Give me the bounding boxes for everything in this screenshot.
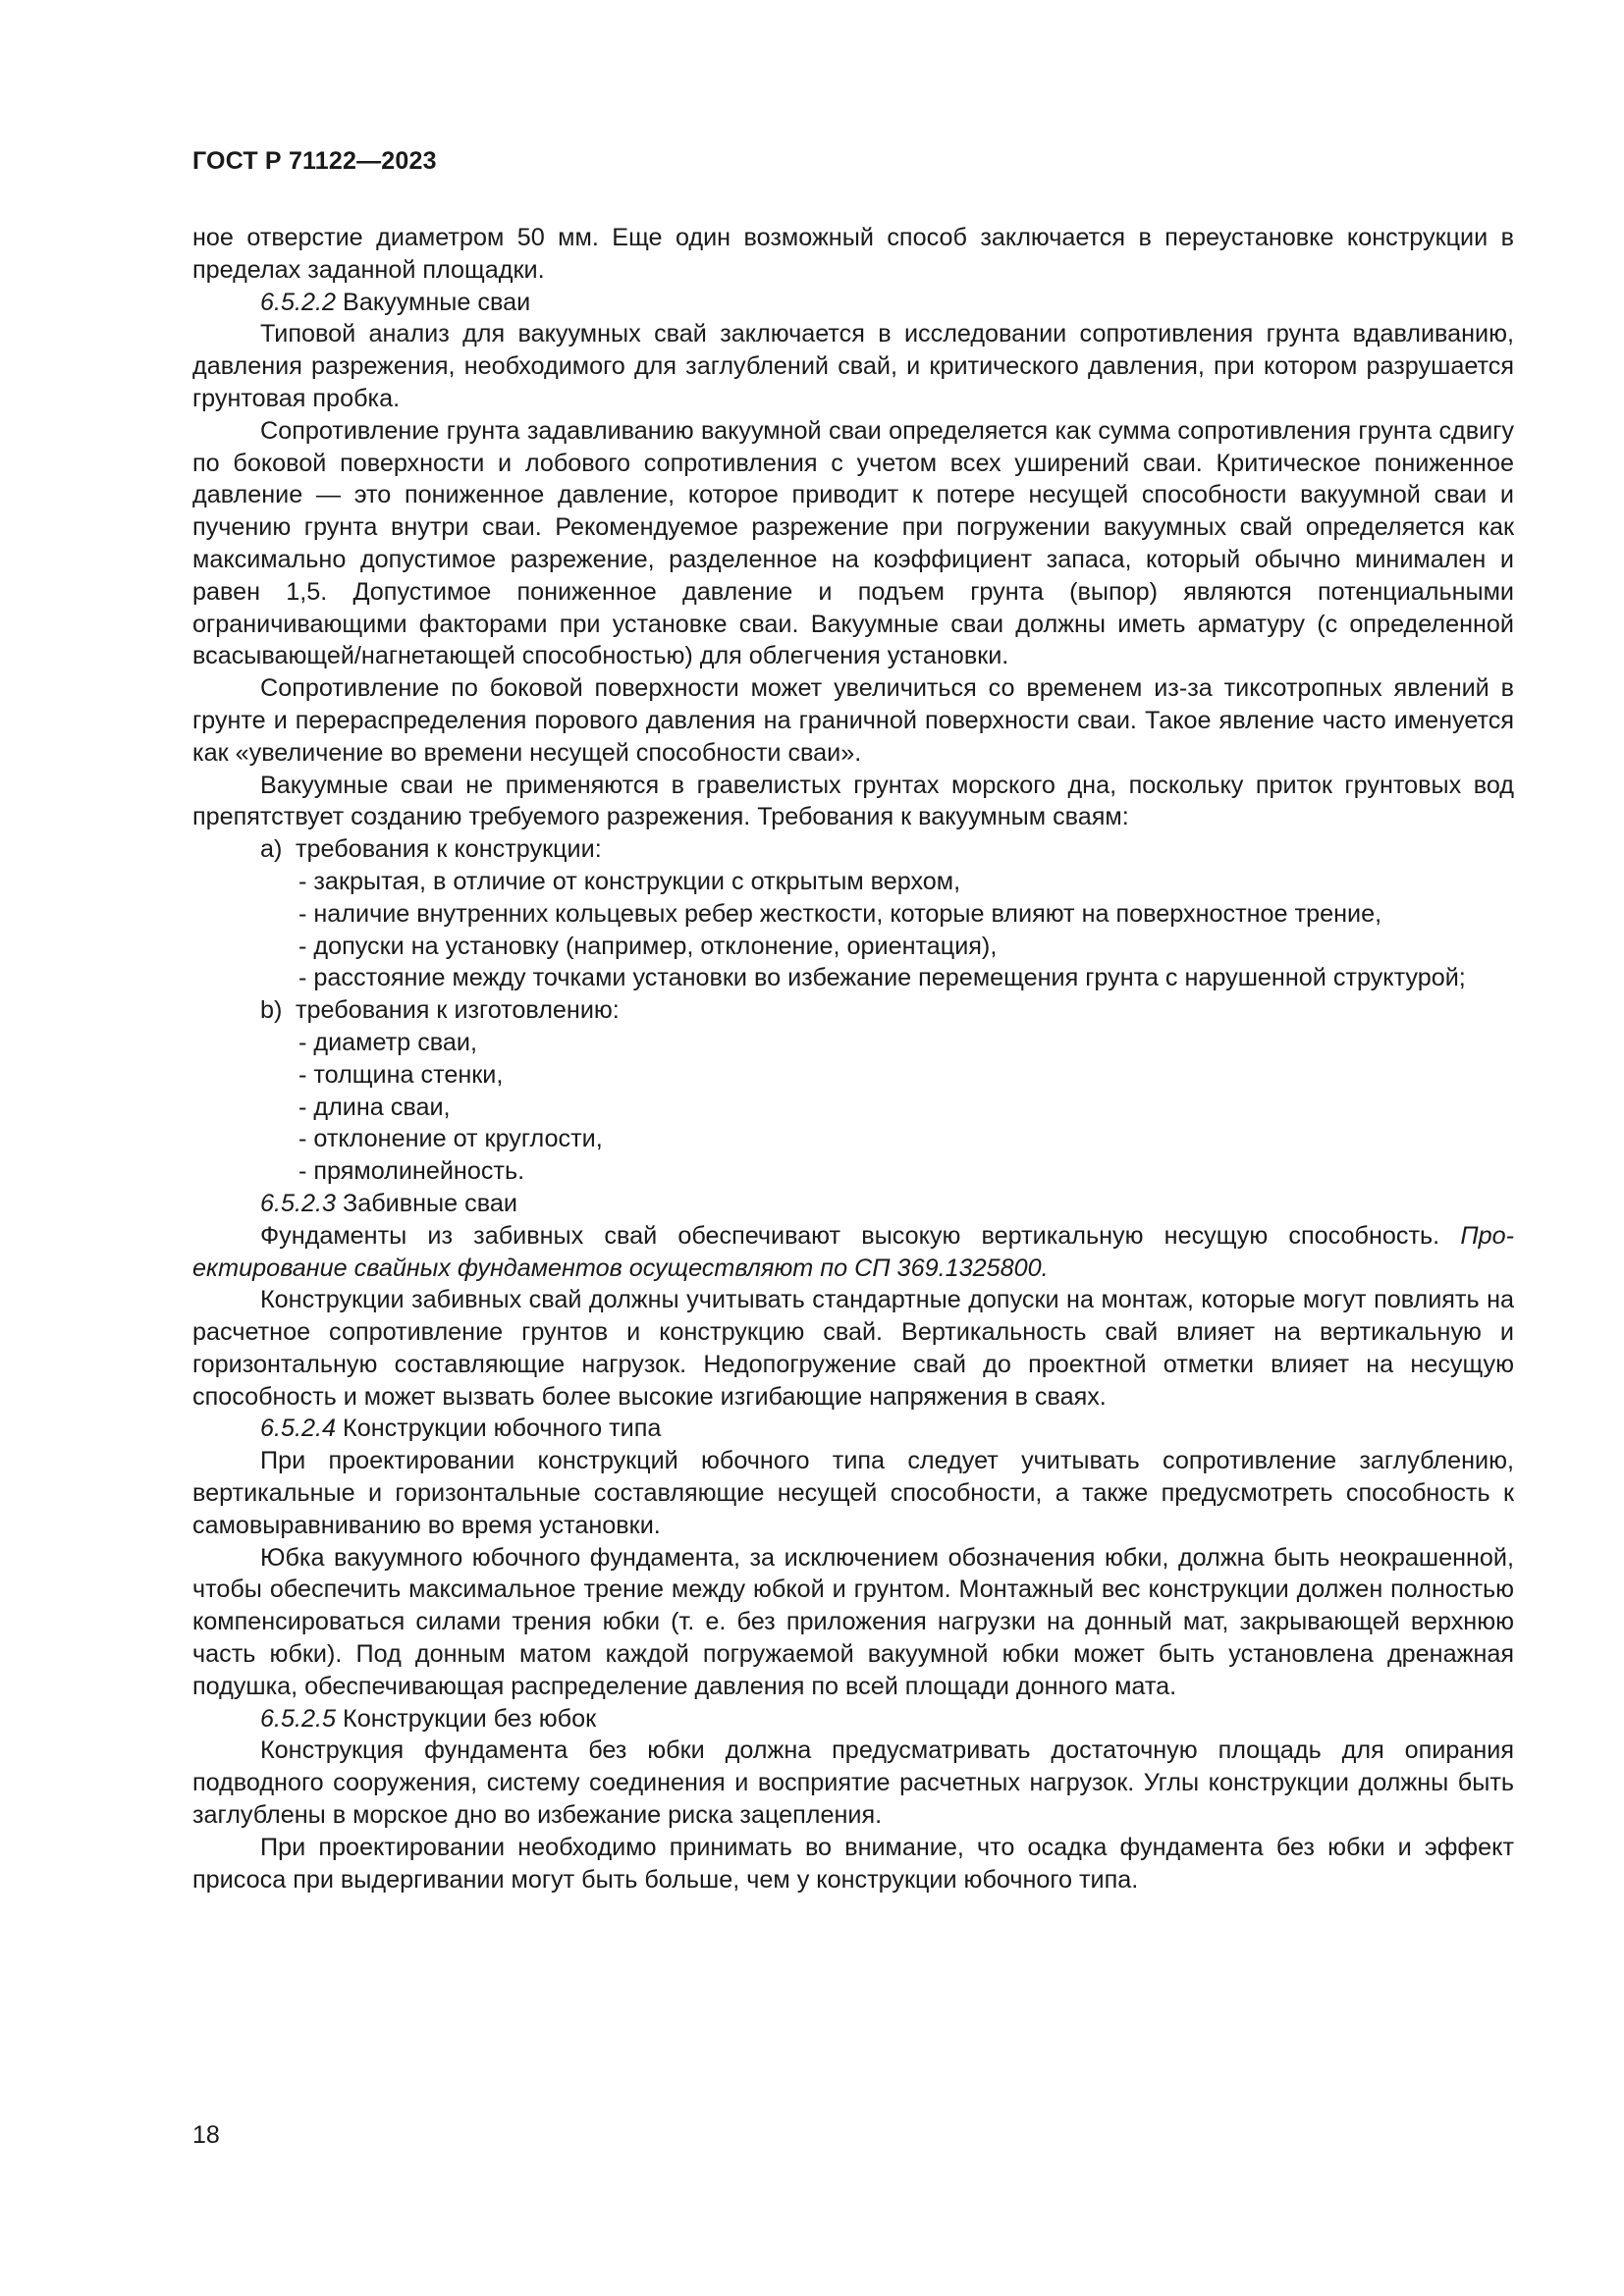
list-item-b [192,994,1514,1027]
dash-item: - допуски на установку (например, отклонение, ориентация), [298,932,998,960]
paragraph-text: Фундаменты из забивных свай обеспечивают высокую вертикальную несущую способность. [260,1221,1461,1250]
section-title: Вакуумные сваи [343,288,531,316]
dash-item: - закрытая, в отличие от конструкции с открытым верхом, [298,867,961,895]
dash-item: - диаметр сваи, [298,1028,477,1056]
paragraph: Сопротивление по боковой поверхности может увеличиться со временем из-за тиксотропных явлений в грунте и перераспределения порового давления на граничной поверхности сваи. Такое явление часто именуется как «увеличение во времени несущей способности сваи». [192,674,1514,767]
paragraph: Конструкция фундамента без юбки должна предусматривать достаточную площадь для опирания подводного сооружения, систему соединения и восприятие расчетных нагрузок. Углы конструкции должны быть заглублены в морское дно во избежание риска зацепления. [192,1736,1514,1830]
document-header: ГОСТ Р 71122—2023 [192,147,437,175]
section-title: Забивные сваи [343,1189,517,1217]
section-number: 6.5.2.3 [260,1189,337,1217]
section-title: Конструкции юбочного типа [343,1415,662,1443]
paragraph: Юбка вакуумного юбочного фундамента, за исключением обозначения юбки, должна быть неокрашенной, чтобы обеспечить максимальное трение между юбкой и грунтом. Монтажный вес конструкции должен полностью компенсироваться силами трения юбки (т. е. без приложения нагрузки на донный мат, закрывающей верхнюю часть юбки). Под донным матом каждой погружаемой вакуумной юбки может быть установлена дренажная подушка, обеспечивающая распределение давления по всей площади донного мата. [192,1543,1514,1700]
paragraph: При проектировании необходимо принимать во внимание, что осадка фундамента без юбки и эффект присоса при выдергивании могут быть больше, чем у конструкции юбочного типа. [192,1833,1514,1894]
section-heading-6-5-2-4 [192,1413,1514,1445]
list-marker: а) [260,835,283,864]
section-number: 6.5.2.5 [260,1704,337,1733]
paragraph: Вакуумные сваи не применяются в гравелистых грунтах морского дна, поскольку приток грунтовых вод препятствует созданию требуемого разрежения. Требования к вакуумным сваям: [192,771,1514,831]
paragraph: При проектировании конструкций юбочного типа следует учитывать сопротивление заглублению, вертикальные и горизонтальные составляющие несущей способности, а также предусмотреть способность к самовыравниванию во время установки. [192,1447,1514,1539]
list-item-text: требования к конструкции: [296,835,602,864]
section-heading-6-5-2-5 [192,1703,1514,1735]
dash-item: - расстояние между точками установки во избежание перемещения грунта с нарушенной структурой; [298,964,1466,992]
dash-item: - прямолинейность. [298,1157,525,1186]
dash-item: - длина сваи, [298,1093,451,1121]
section-heading-6-5-2-2 [192,287,1514,319]
section-title: Конструкции без юбок [343,1704,597,1733]
section-number: 6.5.2.2 [260,288,337,316]
dash-item: - отклонение от круглости, [298,1125,603,1153]
paragraph: Типовой анализ для вакуумных свай заключается в исследовании сопротивления грунта вдавливанию, давления разрежения, необходимого для заглублений свай, и критического давления, при котором разрушается грунтовая пробка. [192,320,1514,412]
list-item-a [192,833,1514,866]
dash-item: - толщина стенки, [298,1060,504,1089]
paragraph-continuation: ное отверстие диаметром 50 мм. Еще один возможный способ заключается в переустановке конструкции в пределах заданной площадки. [192,224,1514,284]
section-number: 6.5.2.4 [260,1415,337,1443]
paragraph: Сопротивление грунта задавливанию вакуумной сваи определяется как сумма сопротивления грунта сдвигу по боковой поверхности и лобового сопротивления с учетом всех уширений сваи. Критическое пониженное давление — это пониженное давление, которое приводит к потере несущей способности вакуумной сваи и пучению грунта внутри сваи. Рекомендуемое разрежение при погружении вакуумных свай определяется как максимально допустимое разрежение, разделенное на коэффициент запаса, который обычно минимален и равен 1,5. Допустимое пониженное давление и подъем грунта (выпор) являются потенциальными ограничивающими факторами при установке сваи. Вакуумные сваи должны иметь арматуру (с определенной всасывающей/нагнетающей способностью) для облегчения установки. [192,416,1514,670]
paragraph: Конструкции забивных свай должны учитывать стандартные допуски на монтаж, которые могут повлиять на расчетное сопротивление грунтов и конструкцию свай. Вертикальность свай влияет на вертикальную и горизонтальную составляющие нагрузок. Недопогружение свай до проектной отметки влияет на несущую способность и может вызвать более высокие изгибающие напряжения в сваях. [192,1286,1514,1411]
list-marker: b) [260,996,283,1025]
section-heading-6-5-2-3 [192,1188,1514,1220]
list-item-text: требования к изготовлению: [296,996,620,1025]
dash-item: - наличие внутренних кольцевых ребер жесткости, которые влияют на поверхностное трение, [298,899,1382,928]
document-body [192,222,1514,1896]
paragraph [192,1220,1514,1285]
paragraph-italic-reference: Проектирование свайных фундаментов осуществляют по СП 369.1325800. [192,1221,1514,1282]
page-number: 18 [192,2121,220,2149]
